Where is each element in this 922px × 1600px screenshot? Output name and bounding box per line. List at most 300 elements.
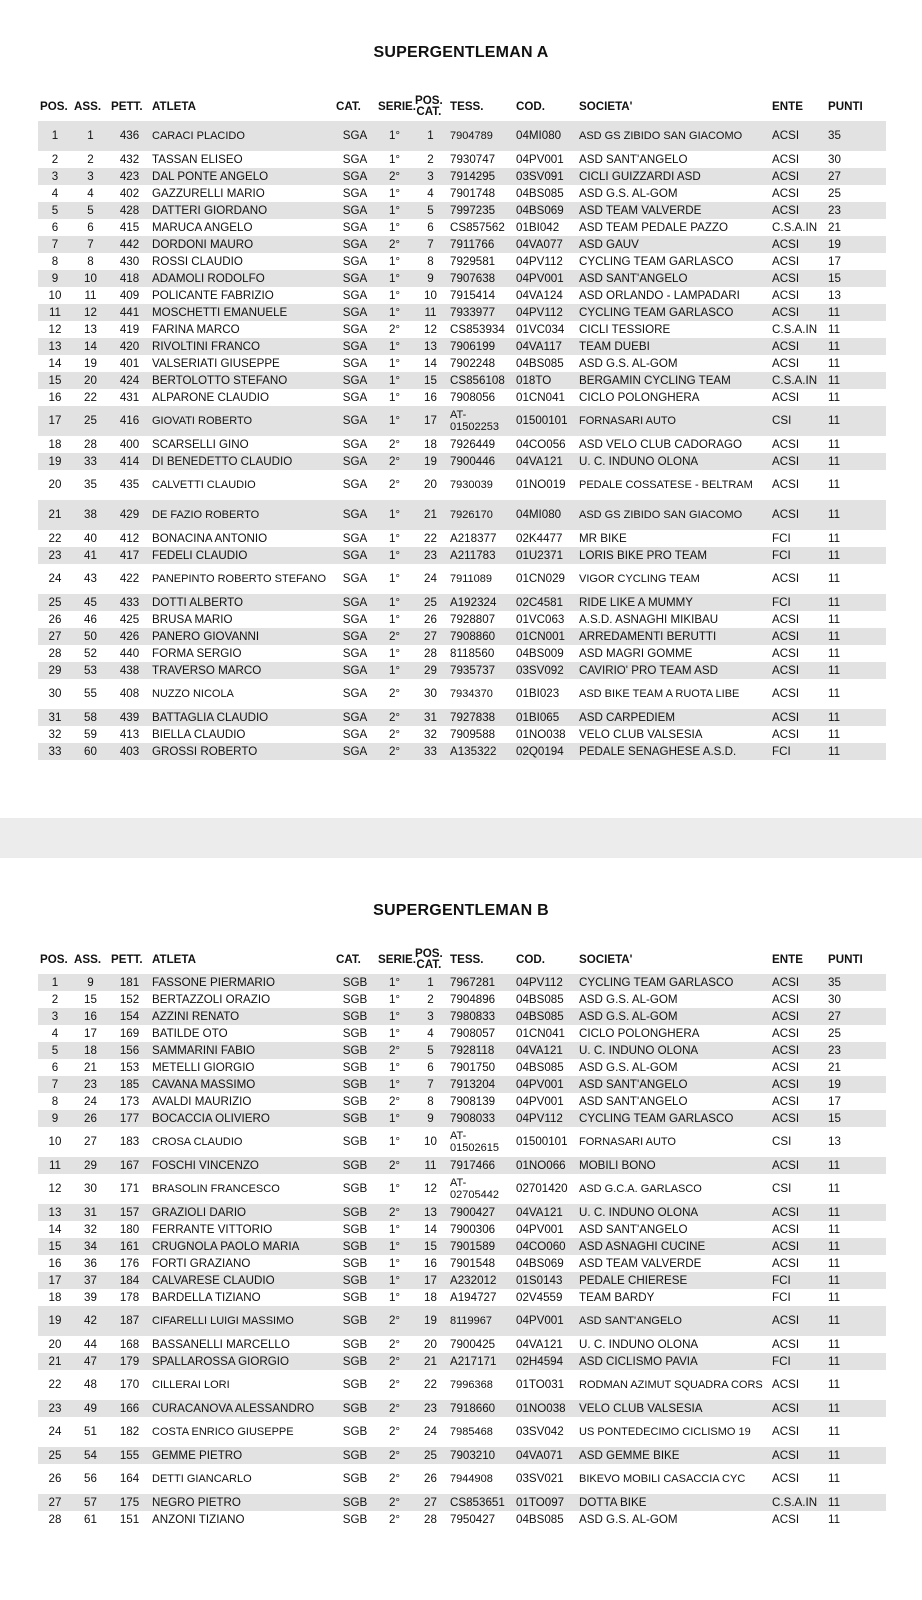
cell-ass: 38 — [72, 500, 109, 530]
cell-punti: 11 — [826, 1255, 886, 1272]
cell-ass: 60 — [72, 743, 109, 760]
cell-tess: 7930747 — [448, 151, 514, 168]
cell-punti: 17 — [826, 253, 886, 270]
cell-punti: 25 — [826, 185, 886, 202]
cell-ass: 6 — [72, 219, 109, 236]
cell-societa: ASD TEAM PEDALE PAZZO — [577, 219, 770, 236]
table-row — [38, 304, 886, 321]
cell-pos: 18 — [38, 1289, 72, 1306]
cell-cod: 04BS085 — [514, 1511, 577, 1528]
table-row — [38, 726, 886, 743]
cell-serie: 2° — [376, 1494, 413, 1511]
cell-atleta: GAZZURELLI MARIO — [150, 185, 334, 202]
cell-tess: 7903210 — [448, 1447, 514, 1464]
cell-serie: 1° — [376, 1255, 413, 1272]
cell-pett: 415 — [109, 219, 150, 236]
cell-pos: 14 — [38, 355, 72, 372]
cell-pett: 433 — [109, 594, 150, 611]
cell-tess: 7985468 — [448, 1417, 514, 1447]
cell-cat: SGB — [334, 1289, 376, 1306]
cell-pos-cat: 20 — [413, 470, 448, 500]
cell-cod: 04VA117 — [514, 338, 577, 355]
cell-ente: ACSI — [770, 709, 826, 726]
cell-ass: 52 — [72, 645, 109, 662]
cell-pos-cat: 3 — [413, 168, 448, 185]
cell-cat: SGB — [334, 1238, 376, 1255]
cell-pett: 422 — [109, 564, 150, 594]
cell-cat: SGB — [334, 1447, 376, 1464]
cell-pett: 166 — [109, 1400, 150, 1417]
cell-pett: 182 — [109, 1417, 150, 1447]
table-row — [38, 645, 886, 662]
cell-ente: ACSI — [770, 611, 826, 628]
table-row — [38, 1093, 886, 1110]
table-row — [38, 709, 886, 726]
cell-cat: SGB — [334, 1042, 376, 1059]
cell-serie: 1° — [376, 304, 413, 321]
table-row — [38, 1025, 886, 1042]
cell-pos: 11 — [38, 1157, 72, 1174]
cell-ass: 39 — [72, 1289, 109, 1306]
table-row — [38, 453, 886, 470]
table-row — [38, 1221, 886, 1238]
cell-ass: 15 — [72, 991, 109, 1008]
cell-tess: 7913204 — [448, 1076, 514, 1093]
cell-cod: 02H4594 — [514, 1353, 577, 1370]
col-punti: PUNTI — [828, 952, 863, 966]
cell-atleta: FARINA MARCO — [150, 321, 334, 338]
cell-pos: 3 — [38, 168, 72, 185]
cell-pos-cat: 10 — [413, 287, 448, 304]
cell-societa: PEDALE COSSATESE - BELTRAM — [577, 470, 770, 500]
cell-ente: C.S.A.IN — [770, 1494, 826, 1511]
cell-pos-cat: 13 — [413, 1204, 448, 1221]
cell-pett: 418 — [109, 270, 150, 287]
col-ass: ASS. — [74, 952, 102, 966]
pos-cat-line1: POS. — [415, 93, 443, 107]
table-row — [38, 1306, 886, 1336]
cell-pos-cat: 6 — [413, 1059, 448, 1076]
cell-pett: 184 — [109, 1272, 150, 1289]
cell-pos-cat: 16 — [413, 389, 448, 406]
cell-ente: ACSI — [770, 1400, 826, 1417]
cell-pos: 10 — [38, 287, 72, 304]
cell-serie: 1° — [376, 219, 413, 236]
cell-serie: 1° — [376, 406, 413, 436]
cell-atleta: DOTTI ALBERTO — [150, 594, 334, 611]
cell-societa: ASD SANT'ANGELO — [577, 151, 770, 168]
cell-cod: 01U2371 — [514, 547, 577, 564]
cell-atleta: CAVANA MASSIMO — [150, 1076, 334, 1093]
cell-ass: 32 — [72, 1221, 109, 1238]
table-row — [38, 1400, 886, 1417]
cell-cat: SGA — [334, 436, 376, 453]
cell-ass: 46 — [72, 611, 109, 628]
cell-pett: 169 — [109, 1025, 150, 1042]
cell-societa: FORNASARI AUTO — [577, 406, 770, 436]
table-row — [38, 1127, 886, 1157]
cell-cod: 04VA121 — [514, 1204, 577, 1221]
cell-pos-cat: 11 — [413, 1157, 448, 1174]
cell-punti: 11 — [826, 355, 886, 372]
cell-cat: SGA — [334, 743, 376, 760]
cell-cat: SGA — [334, 151, 376, 168]
cell-pos: 11 — [38, 304, 72, 321]
cell-punti: 11 — [826, 1306, 886, 1336]
cell-punti: 21 — [826, 219, 886, 236]
col-pos-cat — [413, 944, 448, 974]
table-row — [38, 1464, 886, 1494]
cell-ente: ACSI — [770, 1008, 826, 1025]
table-row — [38, 743, 886, 760]
cell-ente: ACSI — [770, 304, 826, 321]
cell-punti: 11 — [826, 1370, 886, 1400]
table-row — [38, 1255, 886, 1272]
table-row — [38, 406, 886, 436]
table-row — [38, 662, 886, 679]
cell-atleta: DETTI GIANCARLO — [150, 1464, 334, 1494]
cell-serie: 1° — [376, 253, 413, 270]
cell-atleta: BONACINA ANTONIO — [150, 530, 334, 547]
cell-pos: 19 — [38, 453, 72, 470]
cell-cod: 04CO060 — [514, 1238, 577, 1255]
cell-pos: 9 — [38, 270, 72, 287]
cell-pos: 12 — [38, 321, 72, 338]
cell-ass: 3 — [72, 168, 109, 185]
cell-ente: ACSI — [770, 726, 826, 743]
cell-ente: ACSI — [770, 500, 826, 530]
cell-cod: 04PV001 — [514, 1093, 577, 1110]
cell-cat: SGB — [334, 1093, 376, 1110]
cell-pett: 157 — [109, 1204, 150, 1221]
table-row — [38, 1353, 886, 1370]
table-row — [38, 253, 886, 270]
table-row — [38, 1272, 886, 1289]
cell-ass: 42 — [72, 1306, 109, 1336]
cell-ass: 40 — [72, 530, 109, 547]
cell-pett: 412 — [109, 530, 150, 547]
cell-cod: 04VA071 — [514, 1447, 577, 1464]
cell-punti: 11 — [826, 436, 886, 453]
col-pett: PETT. — [111, 952, 143, 966]
cell-serie: 2° — [376, 1336, 413, 1353]
cell-societa: MR BIKE — [577, 530, 770, 547]
table-row — [38, 1511, 886, 1528]
cell-cod: 04PV112 — [514, 304, 577, 321]
cell-cat: SGA — [334, 219, 376, 236]
table-row — [38, 470, 886, 500]
cell-societa: ASD BIKE TEAM A RUOTA LIBE — [577, 679, 770, 709]
cell-pett: 419 — [109, 321, 150, 338]
cell-cat: SGA — [334, 594, 376, 611]
cell-atleta: FASSONE PIERMARIO — [150, 974, 334, 991]
cell-ente: CSI — [770, 1174, 826, 1204]
cell-pett: 441 — [109, 304, 150, 321]
cell-atleta: BATTAGLIA CLAUDIO — [150, 709, 334, 726]
cell-punti: 11 — [826, 645, 886, 662]
cell-pett: 425 — [109, 611, 150, 628]
cell-tess: 7900425 — [448, 1336, 514, 1353]
cell-pos: 13 — [38, 338, 72, 355]
cell-serie: 1° — [376, 974, 413, 991]
cell-tess: A217171 — [448, 1353, 514, 1370]
cell-ente: ACSI — [770, 453, 826, 470]
pos-cat-line2: CAT. — [416, 957, 442, 971]
cell-atleta: GEMME PIETRO — [150, 1447, 334, 1464]
cell-pos-cat: 23 — [413, 1400, 448, 1417]
cell-societa: VIGOR CYCLING TEAM — [577, 564, 770, 594]
col-pett: PETT. — [111, 99, 143, 113]
cell-societa: ASD CICLISMO PAVIA — [577, 1353, 770, 1370]
cell-pett: 403 — [109, 743, 150, 760]
col-pos-cat — [413, 91, 448, 121]
cell-cod: 01S0143 — [514, 1272, 577, 1289]
cell-pos-cat: 8 — [413, 1093, 448, 1110]
cell-pos-cat: 29 — [413, 662, 448, 679]
cell-punti: 11 — [826, 1221, 886, 1238]
cell-punti: 15 — [826, 1110, 886, 1127]
cell-pos-cat: 33 — [413, 743, 448, 760]
cell-cat: SGA — [334, 321, 376, 338]
cell-atleta: DE FAZIO ROBERTO — [150, 500, 334, 530]
table-row — [38, 564, 886, 594]
cell-punti: 11 — [826, 389, 886, 406]
cell-ente: ACSI — [770, 121, 826, 151]
cell-pett: 164 — [109, 1464, 150, 1494]
cell-pett: 181 — [109, 974, 150, 991]
cell-tess: 7908057 — [448, 1025, 514, 1042]
cell-societa: CYCLING TEAM GARLASCO — [577, 1110, 770, 1127]
cell-cat: SGA — [334, 611, 376, 628]
cell-punti: 21 — [826, 1059, 886, 1076]
cell-cod: 03SV021 — [514, 1464, 577, 1494]
cell-pett: 402 — [109, 185, 150, 202]
table-row — [38, 991, 886, 1008]
cell-atleta: FEDELI CLAUDIO — [150, 547, 334, 564]
cell-ass: 37 — [72, 1272, 109, 1289]
table-row — [38, 355, 886, 372]
cell-tess: 7935737 — [448, 662, 514, 679]
table-row — [38, 185, 886, 202]
cell-cod: 01CN001 — [514, 628, 577, 645]
cell-ass: 54 — [72, 1447, 109, 1464]
cell-cat: SGB — [334, 974, 376, 991]
table-row — [38, 236, 886, 253]
cell-punti: 11 — [826, 304, 886, 321]
cell-cat: SGB — [334, 1221, 376, 1238]
cell-cod: 01BI042 — [514, 219, 577, 236]
cell-tess: AT-01502615 — [448, 1127, 514, 1157]
cell-cod: 03SV091 — [514, 168, 577, 185]
col-societa: SOCIETA' — [579, 952, 633, 966]
cell-atleta: FOSCHI VINCENZO — [150, 1157, 334, 1174]
cell-pos: 23 — [38, 547, 72, 564]
cell-ente: ACSI — [770, 185, 826, 202]
cell-pos: 6 — [38, 1059, 72, 1076]
cell-punti: 19 — [826, 236, 886, 253]
page-separator — [0, 818, 922, 858]
cell-tess: 7928118 — [448, 1042, 514, 1059]
cell-pos-cat: 18 — [413, 1289, 448, 1306]
cell-pos-cat: 25 — [413, 594, 448, 611]
cell-ass: 47 — [72, 1353, 109, 1370]
cell-societa: CYCLING TEAM GARLASCO — [577, 304, 770, 321]
cell-ass: 8 — [72, 253, 109, 270]
cell-cod: 02K4477 — [514, 530, 577, 547]
cell-ass: 61 — [72, 1511, 109, 1528]
cell-ass: 7 — [72, 236, 109, 253]
cell-ass: 49 — [72, 1400, 109, 1417]
cell-cat: SGA — [334, 355, 376, 372]
cell-tess: 7996368 — [448, 1370, 514, 1400]
cell-ass: 4 — [72, 185, 109, 202]
cell-ass: 55 — [72, 679, 109, 709]
cell-tess: CS853651 — [448, 1494, 514, 1511]
cell-atleta: CILLERAI LORI — [150, 1370, 334, 1400]
cell-serie: 1° — [376, 1127, 413, 1157]
cell-cod: 02Q0194 — [514, 743, 577, 760]
cell-atleta: PANERO GIOVANNI — [150, 628, 334, 645]
cell-tess: 7908056 — [448, 389, 514, 406]
cell-societa: PEDALE SENAGHESE A.S.D. — [577, 743, 770, 760]
cell-punti: 11 — [826, 500, 886, 530]
cell-tess: 7900306 — [448, 1221, 514, 1238]
cell-ente: ACSI — [770, 436, 826, 453]
col-ente: ENTE — [772, 99, 803, 113]
cell-pos-cat: 4 — [413, 185, 448, 202]
cell-pos-cat: 14 — [413, 355, 448, 372]
cell-atleta: ANZONI TIZIANO — [150, 1511, 334, 1528]
cell-tess: 7900446 — [448, 453, 514, 470]
col-cod: COD. — [516, 952, 545, 966]
cell-pett: 413 — [109, 726, 150, 743]
cell-pett: 430 — [109, 253, 150, 270]
cell-societa: CICLO POLONGHERA — [577, 389, 770, 406]
cell-pos: 14 — [38, 1221, 72, 1238]
cell-pett: 177 — [109, 1110, 150, 1127]
cell-punti: 11 — [826, 1174, 886, 1204]
table-row — [38, 436, 886, 453]
cell-pos: 15 — [38, 1238, 72, 1255]
cell-cod: 01NO038 — [514, 1400, 577, 1417]
cell-ass: 44 — [72, 1336, 109, 1353]
cell-pett: 185 — [109, 1076, 150, 1093]
cell-ass: 23 — [72, 1076, 109, 1093]
cell-tess: 7933977 — [448, 304, 514, 321]
cell-ass: 29 — [72, 1157, 109, 1174]
cell-societa: TEAM BARDY — [577, 1289, 770, 1306]
cell-tess: 7901589 — [448, 1238, 514, 1255]
cell-pos-cat: 15 — [413, 372, 448, 389]
cell-pos-cat: 2 — [413, 151, 448, 168]
table-body — [38, 121, 886, 760]
col-pos: POS. — [40, 952, 68, 966]
cell-cod: 04PV112 — [514, 253, 577, 270]
cell-ass: 58 — [72, 709, 109, 726]
cell-societa: ASD GS ZIBIDO SAN GIACOMO — [577, 500, 770, 530]
cell-pett: 432 — [109, 151, 150, 168]
cell-serie: 1° — [376, 1059, 413, 1076]
cell-atleta: GIOVATI ROBERTO — [150, 406, 334, 436]
cell-cat: SGB — [334, 1306, 376, 1336]
cell-societa: PEDALE CHIERESE — [577, 1272, 770, 1289]
cell-tess: 7997235 — [448, 202, 514, 219]
cell-cod: 01BI023 — [514, 679, 577, 709]
cell-pett: 155 — [109, 1447, 150, 1464]
cell-pos: 33 — [38, 743, 72, 760]
cell-cat: SGB — [334, 1464, 376, 1494]
cell-ente: FCI — [770, 1289, 826, 1306]
cell-atleta: POLICANTE FABRIZIO — [150, 287, 334, 304]
cell-societa: ASD G.C.A. GARLASCO — [577, 1174, 770, 1204]
cell-atleta: TASSAN ELISEO — [150, 151, 334, 168]
cell-cod: 04BS085 — [514, 1008, 577, 1025]
cell-atleta: BRASOLIN FRANCESCO — [150, 1174, 334, 1204]
cell-atleta: BARDELLA TIZIANO — [150, 1289, 334, 1306]
cell-ass: 20 — [72, 372, 109, 389]
cell-punti: 23 — [826, 1042, 886, 1059]
results-page-b — [0, 858, 922, 1600]
cell-punti: 11 — [826, 1272, 886, 1289]
cell-societa: CICLI TESSIORE — [577, 321, 770, 338]
col-cod: COD. — [516, 99, 545, 113]
cell-cod: 04VA121 — [514, 1042, 577, 1059]
cell-ass: 25 — [72, 406, 109, 436]
cell-pett: 178 — [109, 1289, 150, 1306]
cell-pett: 417 — [109, 547, 150, 564]
cell-atleta: SPALLAROSSA GIORGIO — [150, 1353, 334, 1370]
cell-pett: 168 — [109, 1336, 150, 1353]
cell-societa: ARREDAMENTI BERUTTI — [577, 628, 770, 645]
cell-punti: 11 — [826, 1336, 886, 1353]
cell-tess: 7901748 — [448, 185, 514, 202]
cell-pett: 409 — [109, 287, 150, 304]
cell-societa: A.S.D. ASNAGHI MIKIBAU — [577, 611, 770, 628]
cell-pos-cat: 12 — [413, 321, 448, 338]
cell-punti: 11 — [826, 1417, 886, 1447]
cell-ass: 26 — [72, 1110, 109, 1127]
cell-pos: 32 — [38, 726, 72, 743]
cell-atleta: FORTI GRAZIANO — [150, 1255, 334, 1272]
cell-ente: ACSI — [770, 1221, 826, 1238]
cell-societa: ASD SANT'ANGELO — [577, 1221, 770, 1238]
cell-cat: SGB — [334, 1336, 376, 1353]
cell-pos-cat: 19 — [413, 1306, 448, 1336]
cell-societa: ASD MAGRI GOMME — [577, 645, 770, 662]
cell-cod: 01NO019 — [514, 470, 577, 500]
cell-punti: 11 — [826, 1238, 886, 1255]
table-row — [38, 121, 886, 151]
cell-ass: 41 — [72, 547, 109, 564]
cell-cod: 02V4559 — [514, 1289, 577, 1306]
cell-cat: SGA — [334, 645, 376, 662]
cell-societa: ASD SANT'ANGELO — [577, 270, 770, 287]
cell-pos-cat: 31 — [413, 709, 448, 726]
cell-pett: 173 — [109, 1093, 150, 1110]
cell-ass: 53 — [72, 662, 109, 679]
cell-pos: 24 — [38, 1417, 72, 1447]
cell-pos-cat: 24 — [413, 564, 448, 594]
cell-tess: CS857562 — [448, 219, 514, 236]
cell-ass: 9 — [72, 974, 109, 991]
cell-cat: SGA — [334, 406, 376, 436]
cell-punti: 11 — [826, 321, 886, 338]
cell-atleta: BERTAZZOLI ORAZIO — [150, 991, 334, 1008]
cell-cat: SGA — [334, 202, 376, 219]
cell-tess: A194727 — [448, 1289, 514, 1306]
cell-atleta: DATTERI GIORDANO — [150, 202, 334, 219]
cell-punti: 11 — [826, 1157, 886, 1174]
